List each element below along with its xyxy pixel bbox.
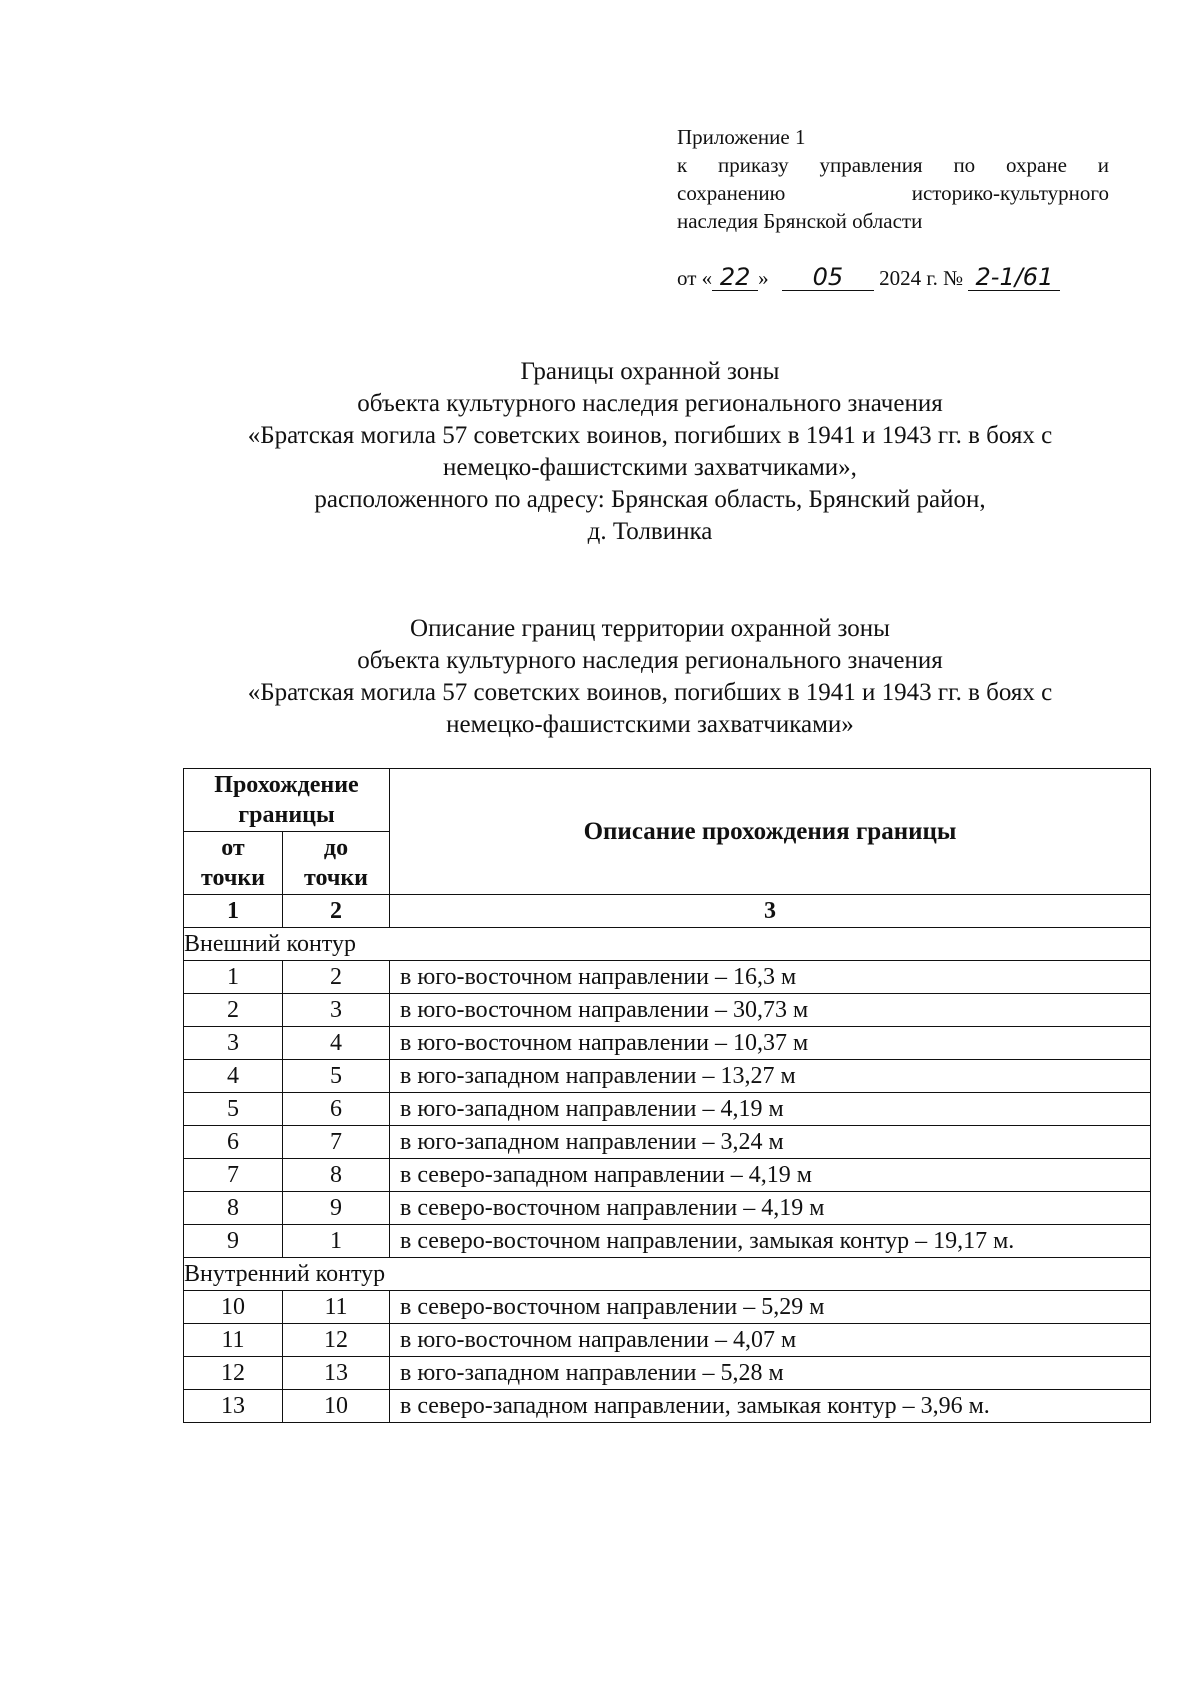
to-point-cell: 9 — [283, 1192, 390, 1225]
description-cell: в юго-западном направлении – 3,24 м — [390, 1126, 1151, 1159]
description-cell: в юго-западном направлении – 5,28 м — [390, 1357, 1151, 1390]
order-year: 2024 г. № — [879, 266, 964, 290]
to-point-cell: 4 — [283, 1027, 390, 1060]
table-row — [184, 1390, 1151, 1423]
section-title: Внутренний контур — [184, 1258, 1151, 1291]
appendix-block — [677, 123, 1109, 235]
appendix-line-3: наследия Брянской области — [677, 209, 923, 233]
column-number: 1 — [184, 895, 283, 928]
header-to-point: до точки — [283, 832, 390, 895]
subheading-line: «Братская могила 57 советских воинов, погибших в 1941 и 1943 гг. в боях с — [247, 679, 1053, 706]
description-cell: в юго-восточном направлении – 16,3 м — [390, 961, 1151, 994]
section-title: Внешний контур — [184, 928, 1151, 961]
to-point-cell: 12 — [283, 1324, 390, 1357]
heading-line: Границы охранной зоны — [520, 358, 780, 385]
subheading-line: Описание границ территории охранной зоны — [410, 615, 890, 642]
column-number: 3 — [390, 895, 1151, 928]
header-group: Прохождение границы — [184, 769, 390, 832]
appendix-title: Приложение 1 — [677, 125, 806, 149]
order-prefix: от « — [677, 266, 713, 290]
table-row — [184, 994, 1151, 1027]
table-row — [184, 1027, 1151, 1060]
heading-line: «Братская могила 57 советских воинов, погибших в 1941 и 1943 гг. в боях с — [247, 422, 1053, 449]
table-row — [184, 1357, 1151, 1390]
from-point-cell: 7 — [184, 1159, 283, 1192]
heading-line: объекта культурного наследия регионального значения — [357, 390, 943, 417]
appendix-line-2: сохранению историко-культурного — [677, 181, 1109, 205]
to-point-cell: 8 — [283, 1159, 390, 1192]
from-point-cell: 6 — [184, 1126, 283, 1159]
to-point-cell: 3 — [283, 994, 390, 1027]
table-row — [184, 961, 1151, 994]
description-cell: в юго-западном направлении – 4,19 м — [390, 1093, 1151, 1126]
from-point-cell: 11 — [184, 1324, 283, 1357]
order-mid: » — [758, 266, 769, 290]
heading-line: расположенного по адресу: Брянская область, Брянский район, — [314, 486, 986, 513]
header-from-point: от точки — [184, 832, 283, 895]
table-row — [184, 1060, 1151, 1093]
to-point-cell: 10 — [283, 1390, 390, 1423]
heading-line: немецко-фашистскими захватчиками», — [443, 454, 857, 481]
from-point-cell: 13 — [184, 1390, 283, 1423]
from-point-cell: 5 — [184, 1093, 283, 1126]
description-cell: в северо-восточном направлении – 5,29 м — [390, 1291, 1151, 1324]
description-cell: в северо-западном направлении – 4,19 м — [390, 1159, 1151, 1192]
to-point-cell: 5 — [283, 1060, 390, 1093]
description-cell: в юго-восточном направлении – 10,37 м — [390, 1027, 1151, 1060]
table-row — [184, 1192, 1151, 1225]
order-line — [677, 263, 1060, 293]
from-point-cell: 2 — [184, 994, 283, 1027]
to-point-cell: 2 — [283, 961, 390, 994]
to-point-cell: 13 — [283, 1357, 390, 1390]
from-point-cell: 1 — [184, 961, 283, 994]
description-cell: в юго-восточном направлении – 4,07 м — [390, 1324, 1151, 1357]
header-description: Описание прохождения границы — [390, 769, 1151, 895]
section-row — [184, 1258, 1151, 1291]
from-point-cell: 10 — [184, 1291, 283, 1324]
boundary-table — [183, 768, 1151, 1423]
column-number: 2 — [283, 895, 390, 928]
description-cell: в юго-восточном направлении – 30,73 м — [390, 994, 1151, 1027]
from-point-cell: 3 — [184, 1027, 283, 1060]
appendix-line-1: к приказу управления по охране и — [677, 153, 1109, 177]
section-row — [184, 928, 1151, 961]
order-number: 2-1/61 — [968, 264, 1060, 291]
table-row — [184, 1159, 1151, 1192]
table-row — [184, 1126, 1151, 1159]
description-cell: в северо-западном направлении, замыкая контур – 3,96 м. — [390, 1390, 1151, 1423]
description-cell: в юго-западном направлении – 13,27 м — [390, 1060, 1151, 1093]
to-point-cell: 6 — [283, 1093, 390, 1126]
order-day: 22 — [712, 264, 758, 291]
subheading-line: немецко-фашистскими захватчиками» — [446, 711, 854, 738]
from-point-cell: 8 — [184, 1192, 283, 1225]
table-row — [184, 1225, 1151, 1258]
table-row — [184, 1093, 1151, 1126]
table-row — [184, 1324, 1151, 1357]
to-point-cell: 7 — [283, 1126, 390, 1159]
from-point-cell: 12 — [184, 1357, 283, 1390]
description-cell: в северо-восточном направлении – 4,19 м — [390, 1192, 1151, 1225]
heading-line: д. Толвинка — [587, 518, 713, 545]
table-row — [184, 1291, 1151, 1324]
description-cell: в северо-восточном направлении, замыкая контур – 19,17 м. — [390, 1225, 1151, 1258]
subheading-line: объекта культурного наследия регионального значения — [357, 647, 943, 674]
from-point-cell: 4 — [184, 1060, 283, 1093]
to-point-cell: 1 — [283, 1225, 390, 1258]
subheading-block — [150, 613, 1150, 741]
order-month: 05 — [782, 264, 874, 291]
to-point-cell: 11 — [283, 1291, 390, 1324]
heading-block — [150, 356, 1150, 548]
from-point-cell: 9 — [184, 1225, 283, 1258]
